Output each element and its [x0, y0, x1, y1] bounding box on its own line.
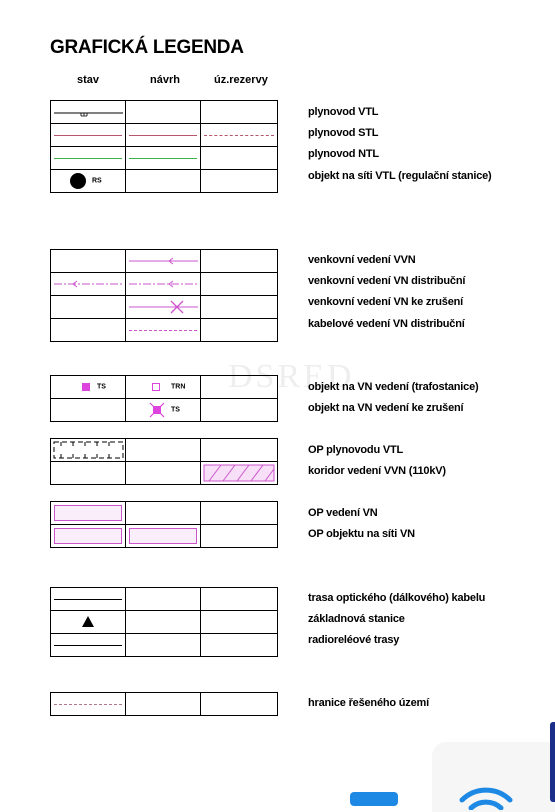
legend-table-vn	[50, 249, 278, 342]
label-op-vn: OP vedení VN	[308, 507, 378, 519]
legend-row-vn-zrus	[51, 296, 277, 319]
legend-row-trafo	[51, 376, 277, 399]
legend-table-boundary	[50, 692, 278, 716]
label-vtl: plynovod VTL	[308, 106, 379, 118]
label-opt: trasa optického (dálkového) kabelu	[308, 592, 486, 604]
triangle-icon	[51, 611, 126, 633]
legend-row-vvn	[51, 250, 277, 273]
label-hranice: hranice řešeného území	[308, 697, 429, 709]
label-vn-dist: venkovní vedení VN distribuční	[308, 275, 466, 287]
legend-row-kab-vn	[51, 319, 277, 342]
legend-table-telecom	[50, 587, 278, 657]
legend-row-op-obj	[51, 525, 277, 548]
empty-square-icon	[152, 383, 160, 391]
legend-row-ntl	[51, 147, 277, 170]
legend-table-op-gas	[50, 438, 278, 485]
label-zakl: základnová stanice	[308, 613, 405, 625]
label-op-vtl: OP plynovodu VTL	[308, 444, 403, 456]
legend-row-trafo-zrus	[51, 399, 277, 422]
legend-row-rs	[51, 170, 277, 193]
legend-table-ts	[50, 375, 278, 422]
legend-table-op-vn	[50, 501, 278, 548]
legend-row-vtl	[51, 101, 277, 124]
legend-row-radio	[51, 634, 277, 657]
label-radio: radioreléové trasy	[308, 634, 400, 646]
legend-row-koridor	[51, 462, 277, 485]
legend-row-vn-dist	[51, 273, 277, 296]
symbol-vtl-stav	[51, 101, 126, 123]
label-stl: plynovod STL	[308, 127, 379, 139]
watermark: DSRED	[228, 358, 355, 395]
filled-circle-icon	[70, 173, 86, 189]
wifi-icon	[456, 770, 516, 810]
column-header-stav: stav	[77, 74, 100, 86]
label-kab-vn: kabelové vedení VN distribuční	[308, 318, 465, 330]
label-trafo-zrus: objekt na VN vedení ke zrušení	[308, 402, 464, 414]
label-vvn: venkovní vedení VVN	[308, 254, 416, 266]
crossed-square-icon	[146, 399, 186, 421]
label-op-obj: OP objektu na síti VN	[308, 528, 415, 540]
tag-rs: RS	[92, 177, 102, 185]
column-header-rezervy: úz.rezervy	[214, 74, 268, 86]
tag-ts-zrus: TS	[171, 406, 180, 414]
label-rs: objekt na síti VTL (regulační stanice)	[308, 170, 492, 182]
label-vn-zrus: venkovní vedení VN ke zrušení	[308, 296, 463, 308]
column-header-navrh: návrh	[150, 74, 180, 86]
label-ntl: plynovod NTL	[308, 148, 379, 160]
label-trafo: objekt na VN vedení (trafostanice)	[308, 381, 479, 393]
legend-row-stl	[51, 124, 277, 147]
side-panel-tab[interactable]	[550, 722, 555, 802]
legend-row-op-vn	[51, 502, 277, 525]
label-koridor: koridor vedení VVN (110kV)	[308, 465, 446, 477]
legend-row-hranice	[51, 693, 277, 716]
regulating-station-symbol	[51, 170, 126, 192]
filled-square-icon	[82, 383, 90, 391]
legend-table-gas	[50, 100, 278, 193]
legend-row-opt	[51, 588, 277, 611]
tag-trn: TRN	[171, 383, 186, 391]
page-title: GRAFICKÁ LEGENDA	[50, 37, 244, 58]
tag-ts: TS	[97, 383, 106, 391]
legend-row-zakl	[51, 611, 277, 634]
legend-row-op-vtl	[51, 439, 277, 462]
floating-button[interactable]	[350, 792, 398, 806]
